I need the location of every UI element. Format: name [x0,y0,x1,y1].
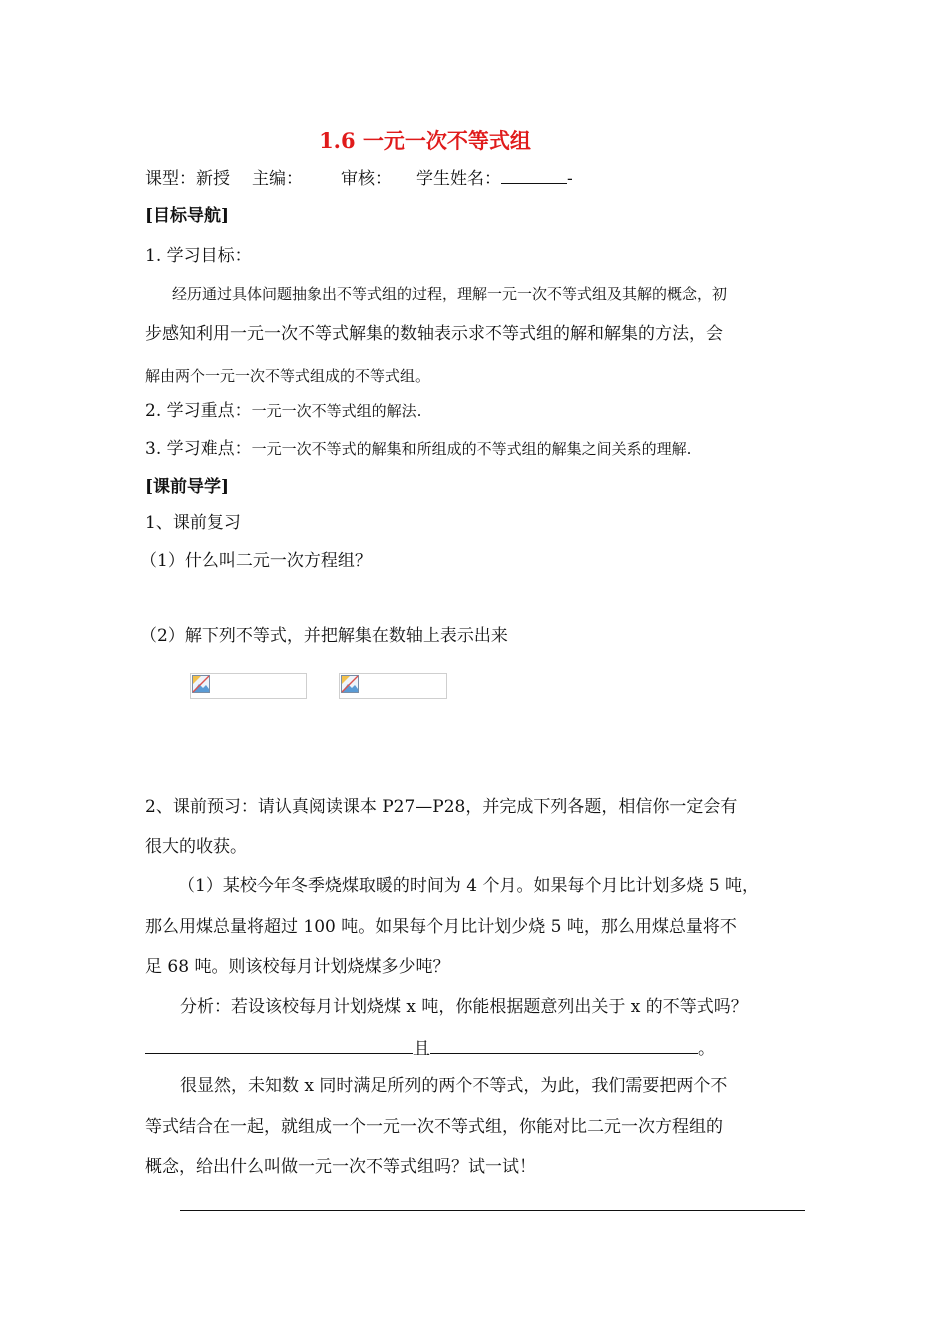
and-word: 且 [413,1039,430,1059]
concept-line-2: 等式结合在一起，就组成一个一元一次不等式组，你能对比二元一次方程组的 [145,1117,723,1137]
name-suffix: - [567,169,573,189]
reviewer-label: 审核： [341,169,392,189]
analysis-line: 分析：若设该校每月计划烧煤 x 吨，你能根据题意列出关于 x 的不等式吗？ [180,997,748,1017]
goal-item-1-title: 1. 学习目标： [145,246,252,266]
preview-line-2: 很大的收获。 [145,837,247,857]
answer-rule-line[interactable] [180,1210,805,1211]
goal-item-2-text: 一元一次不等式组的解法. [251,402,422,420]
problem-line-1: （1）某校今年冬季烧煤取暖的时间为 4 个月。如果每个月比计划多烧 5 吨， [178,876,760,896]
goal-item-2 [145,400,421,422]
student-name-blank[interactable] [501,166,567,184]
course-type: 课型：新授 [145,169,230,189]
goal-item-2-label: 2. 学习重点： [145,401,252,421]
end-mark: 。 [698,1039,715,1059]
goal-item-3-text: 一元一次不等式的解集和所组成的不等式组的解集之间关系的理解. [251,440,692,458]
meta-line [145,166,573,190]
editor-label: 主编： [252,169,303,189]
goal-item-1-line1: 经历通过具体问题抽象出不等式组的过程，理解一元一次不等式组及其解的概念，初 [172,285,728,303]
section-heading-goals: [目标导航] [145,206,230,226]
review-title: 1、课前复习 [145,513,241,533]
answer-blank-1[interactable] [145,1036,413,1054]
problem-line-3: 足 68 吨。则该校每月计划烧煤多少吨？ [145,957,450,977]
review-question-2: （2）解下列不等式，并把解集在数轴上表示出来 [140,626,508,646]
answer-blank-2[interactable] [430,1036,698,1054]
broken-image-placeholder [339,673,447,699]
problem-line-2: 那么用煤总量将超过 100 吨。如果每个月比计划少烧 5 吨，那么用煤总量将不 [145,917,737,937]
section-heading-prestudy: [课前导学] [145,477,230,497]
broken-image-placeholder [190,673,307,699]
student-name-label: 学生姓名： [416,169,501,189]
broken-image-icon [341,675,359,693]
goal-item-1-line3: 解由两个一元一次不等式组成的不等式组。 [145,367,431,385]
goal-item-3-label: 3. 学习难点： [145,439,252,459]
preview-line-1: 2、课前预习：请认真阅读课本 P27—P28，并完成下列各题，相信你一定会有 [145,797,738,817]
goal-item-1-line2: 步感知利用一元一次不等式解集的数轴表示求不等式组的解和解集的方法，会 [145,324,723,344]
goal-item-3 [145,438,691,460]
answer-line [145,1036,715,1060]
concept-line-1: 很显然，未知数 x 同时满足所列的两个不等式，为此，我们需要把两个不 [180,1076,728,1096]
broken-image-icon [192,675,210,693]
concept-line-3: 概念，给出什么叫做一元一次不等式组吗？试一试！ [145,1157,536,1177]
review-question-1: （1）什么叫二元一次方程组？ [140,551,372,571]
page-title-text: 1.6 一元一次不等式组 [319,128,531,153]
page-title [0,125,950,155]
